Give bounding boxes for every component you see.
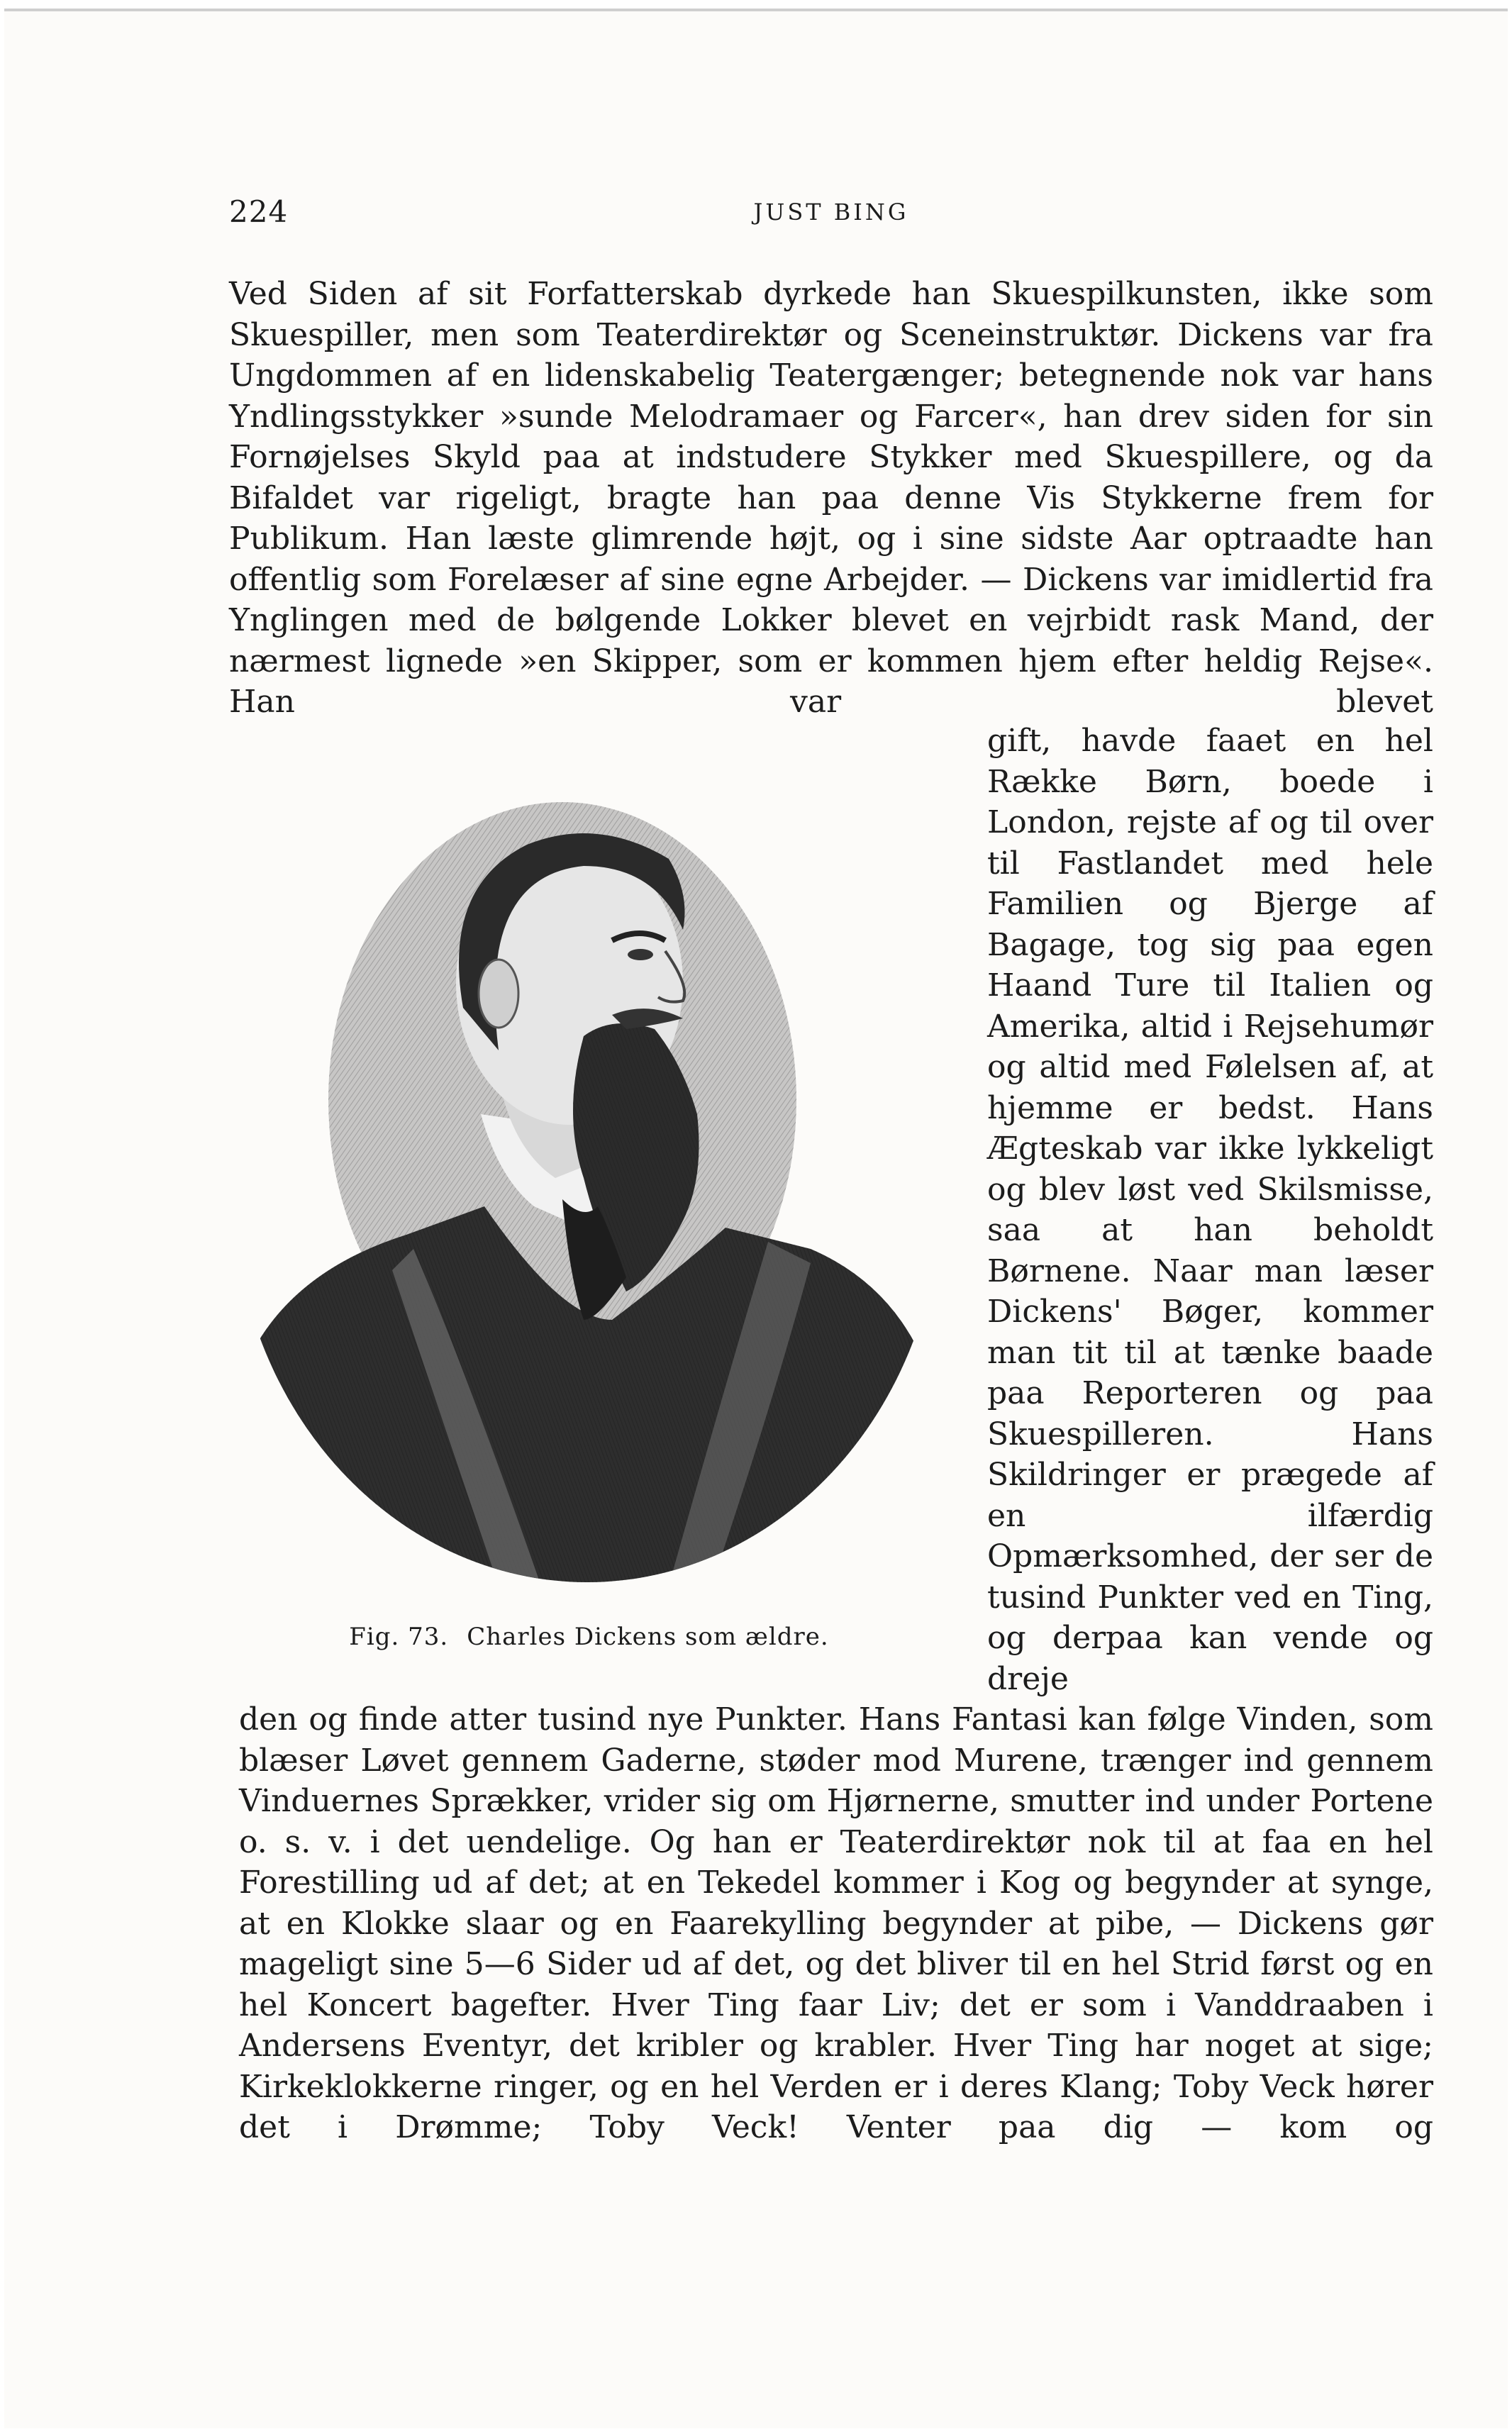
- page-number: 224: [229, 194, 289, 229]
- running-head: JUST BING: [753, 199, 909, 226]
- paragraph-right-column: gift, havde faaet en hel Række Børn, boede i London, rejste af og til over til Fastlandet med hele Familien og Bjerge af Bagage, tog sig paa egen Haand Ture til Italien og Amerika, altid i Rejsehumør og altid med Følelsen af, at hjemme er bedst. Hans Ægteskab var ikke lykkeligt og blev løst ved Skilsmisse, saa at han beholdt Børnene. Naar man læser Dickens' Bøger, kommer man tit til at tænke baade paa Reporteren og paa Skuespilleren. Hans Skildringer er prægede af en ilfærdig Opmærksomhed, der ser de tusind Punkter ved en Ting, og derpaa kan vende og dreje: [987, 723, 1433, 1697]
- figure-73: [229, 781, 949, 1682]
- figure-caption-text: Charles Dickens som ældre.: [467, 1623, 829, 1651]
- book-page: [4, 9, 1508, 2428]
- paragraph-top: Ved Siden af sit Forfatterskab dyrkede han Skuespilkunsten, ikke som Skuespiller, men som Teaterdirektør og Sceneinstruktør. Dickens var fra Ungdommen af en lidenskabelig Teatergænger; betegnende nok var hans Yndlingsstykker »sunde Melodramaer og Farcer«, han drev siden for sin Fornøjelses Skyld paa at indstudere Stykker med Skuespillere, og da Bifaldet var rigeligt, bragte han paa denne Vis Stykkerne frem for Publikum. Han læste glimrende højt, og i sine sidste Aar optraadte han offentlig som Forelæser af sine egne Arbejder. — Dickens var imidlertid fra Ynglingen med de bølgende Lokker blevet en vejrbidt rask Mand, der nærmest lignede »en Skipper, som er kommen hjem efter heldig Rejse«. Han var blevet: [229, 276, 1433, 720]
- dickens-portrait-engraving: [229, 781, 949, 1586]
- figure-label: Fig. 73.: [349, 1623, 449, 1651]
- paragraph-bottom: den og finde atter tusind nye Punkter. Hans Fantasi kan følge Vinden, som blæser Løvet gennem Gaderne, støder mod Murene, trænger ind gennem Vinduernes Sprækker, vrider sig om Hjørnerne, smutter ind under Portene o. s. v. i det uendelige. Og han er Teaterdirektør nok til at faa en hel Forestilling ud af det; at en Tekedel kommer i Kog og begynder at synge, at en Klokke slaar og en Faarekylling begynder at pibe, — Dickens gør mageligt sine 5—6 Sider ud af det, og det bliver til en hel Strid først og en hel Koncert bagefter. Hver Ting faar Liv; det er som i Vanddraaben i Andersens Eventyr, det kribler og krabler. Hver Ting har noget at sige; Kirkeklokkerne ringer, og en hel Verden er i deres Klang; Toby Veck hører det i Drømme; Toby Veck! Venter paa dig — kom og: [239, 1701, 1433, 2145]
- figure-caption: [229, 1623, 949, 1651]
- page-header: [229, 194, 1433, 237]
